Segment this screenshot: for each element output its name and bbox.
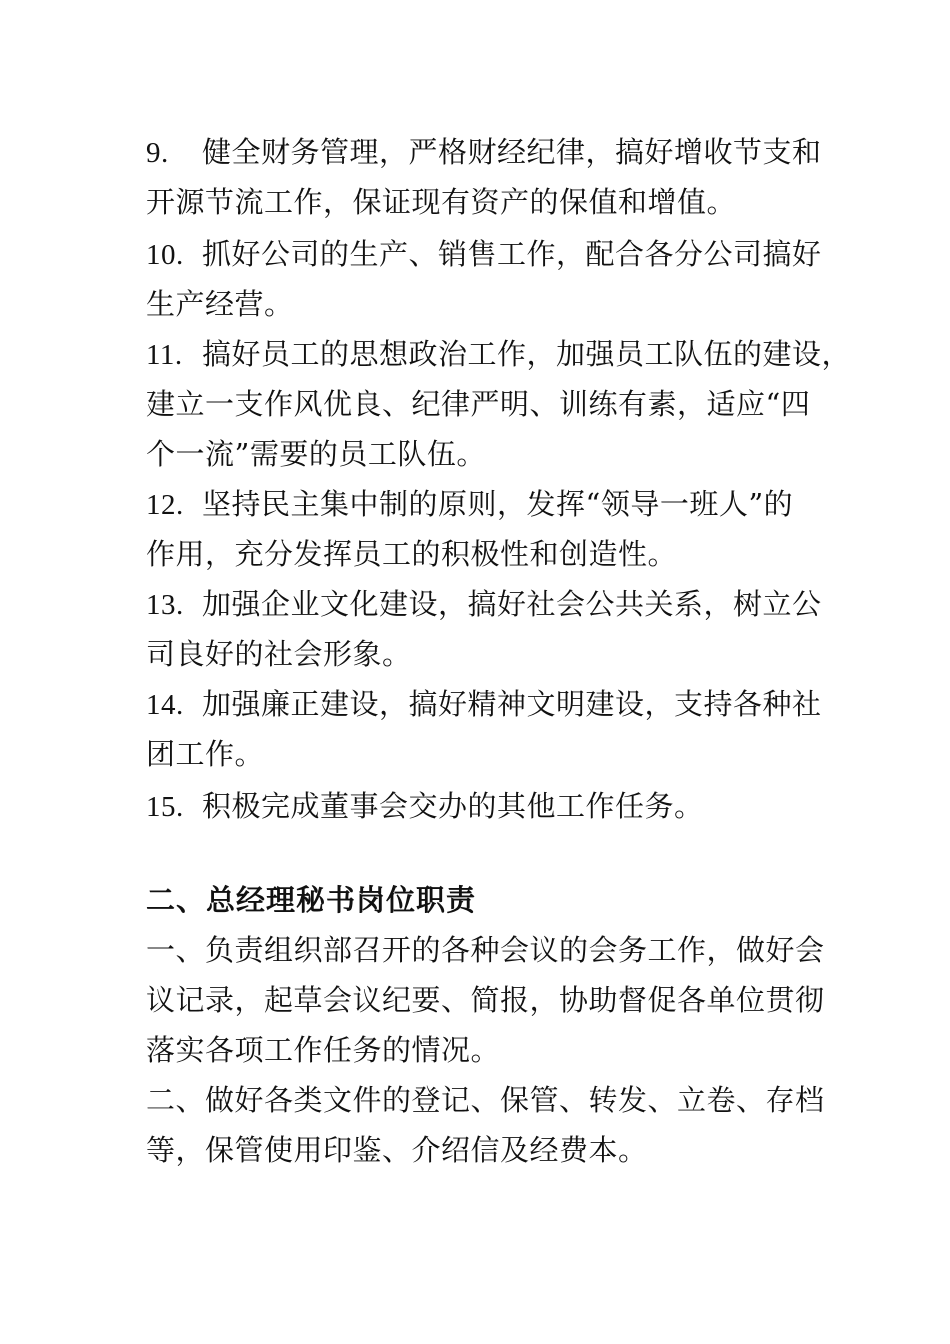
item-12-line-1 bbox=[146, 486, 846, 523]
item-text: 加强企业文化建设，搞好社会公共关系，树立公 bbox=[202, 587, 822, 621]
duty-2-line-1: 二、做好各类文件的登记、保管、转发、立卷、存档 bbox=[146, 1083, 825, 1117]
section-heading: 二、总经理秘书岗位职责 bbox=[146, 883, 477, 917]
item-13-line-2: 司良好的社会形象。 bbox=[146, 637, 412, 671]
duty-1-line-1: 一、负责组织部召开的各种会议的会务工作，做好会 bbox=[146, 933, 825, 967]
item-15-line-1 bbox=[146, 788, 846, 825]
duty-2-line-2: 等，保管使用印鉴、介绍信及经费本。 bbox=[146, 1133, 648, 1167]
item-text: 积极完成董事会交办的其他工作任务。 bbox=[202, 789, 704, 823]
item-number: 10. bbox=[146, 239, 184, 271]
item-10-line-1 bbox=[146, 236, 846, 273]
item-11-line-2: 建立一支作风优良、纪律严明、训练有素，适应“四 bbox=[146, 387, 811, 421]
item-number: 15. bbox=[146, 791, 184, 823]
item-text: 搞好员工的思想政治工作，加强员工队伍的建设， bbox=[202, 337, 852, 371]
item-10-line-2: 生产经营。 bbox=[146, 287, 294, 321]
item-number: 13. bbox=[146, 589, 184, 621]
item-9-line-2: 开源节流工作，保证现有资产的保值和增值。 bbox=[146, 185, 737, 219]
item-text: 加强廉正建设，搞好精神文明建设，支持各种社 bbox=[202, 687, 822, 721]
item-text: 健全财务管理，严格财经纪律，搞好增收节支和 bbox=[202, 135, 822, 169]
item-12-line-2: 作用，充分发挥员工的积极性和创造性。 bbox=[146, 537, 678, 571]
duty-1-line-3: 落实各项工作任务的情况。 bbox=[146, 1033, 501, 1067]
item-number: 14. bbox=[146, 689, 184, 721]
item-text: 坚持民主集中制的原则，发挥“领导一班人”的 bbox=[202, 487, 794, 521]
item-14-line-1 bbox=[146, 686, 846, 723]
item-number: 9. bbox=[146, 137, 169, 169]
item-13-line-1 bbox=[146, 586, 846, 623]
item-9-line-1 bbox=[146, 134, 846, 171]
item-11-line-1 bbox=[146, 336, 852, 373]
item-number: 12. bbox=[146, 489, 184, 521]
item-number: 11. bbox=[146, 339, 183, 371]
item-11-line-3: 个一流”需要的员工队伍。 bbox=[146, 437, 486, 471]
item-14-line-2: 团工作。 bbox=[146, 737, 265, 771]
item-text: 抓好公司的生产、销售工作，配合各分公司搞好 bbox=[202, 237, 822, 271]
duty-1-line-2: 议记录，起草会议纪要、简报，协助督促各单位贯彻 bbox=[146, 983, 825, 1017]
